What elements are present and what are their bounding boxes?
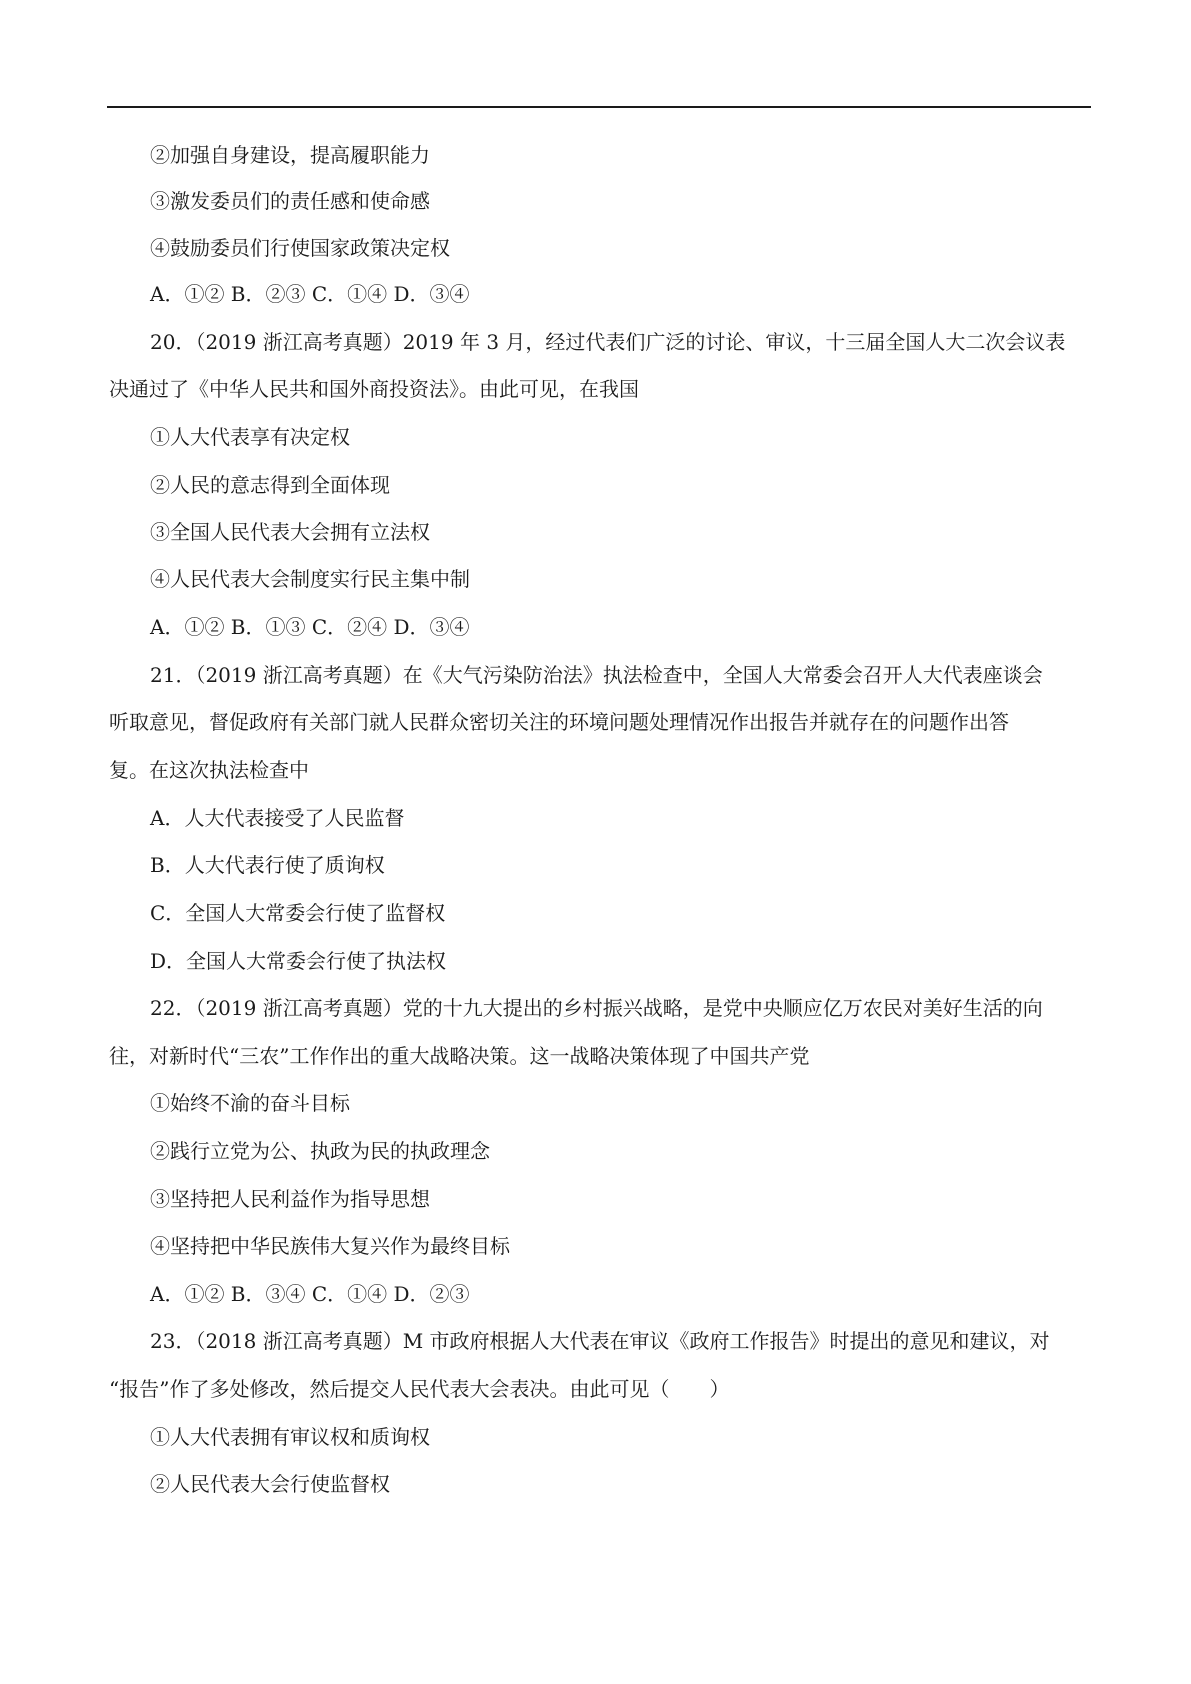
q20-stem-line-1: 20．（2019 浙江高考真题）2019 年 3 月，经过代表们广泛的讨论、审议，十三届全国人大二次会议表 <box>150 330 1066 354</box>
q22-option-2: ②践行立党为公、执政为民的执政理念 <box>150 1139 490 1163</box>
q22-choices: A．①② B．③④ C．①④ D．②③ <box>150 1282 470 1306</box>
q23-stem-line-2: “报告”作了多处修改，然后提交人民代表大会表决。由此可见（ ） <box>109 1377 730 1401</box>
q23-option-1: ①人大代表拥有审议权和质询权 <box>150 1425 430 1449</box>
q20-stem-line-2: 决通过了《中华人民共和国外商投资法》。由此可见，在我国 <box>109 377 639 401</box>
header-rule <box>107 106 1091 108</box>
q21-option-a: A．人大代表接受了人民监督 <box>150 806 405 830</box>
q22-option-1: ①始终不渝的奋斗目标 <box>150 1091 350 1115</box>
q21-option-d: D．全国人大常委会行使了执法权 <box>150 949 447 973</box>
q20-option-3: ③全国人民代表大会拥有立法权 <box>150 520 430 544</box>
q21-stem-line-2: 听取意见，督促政府有关部门就人民群众密切关注的环境问题处理情况作出报告并就存在的问题作出答 <box>109 710 1009 734</box>
q22-stem-line-1: 22．（2019 浙江高考真题）党的十九大提出的乡村振兴战略，是党中央顺应亿万农民对美好生活的向 <box>150 996 1043 1020</box>
q22-option-3: ③坚持把人民利益作为指导思想 <box>150 1187 430 1211</box>
q20-option-2: ②人民的意志得到全面体现 <box>150 473 390 497</box>
q20-option-1: ①人大代表享有决定权 <box>150 425 350 449</box>
q23-stem-line-1: 23．（2018 浙江高考真题）M 市政府根据人大代表在审议《政府工作报告》时提出的意见和建议，对 <box>150 1329 1050 1353</box>
q20-choices: A．①② B．①③ C．②④ D．③④ <box>150 615 470 639</box>
q19-option-4: ④鼓励委员们行使国家政策决定权 <box>150 236 450 260</box>
q20-option-4: ④人民代表大会制度实行民主集中制 <box>150 567 470 591</box>
q19-option-2: ②加强自身建设，提高履职能力 <box>150 143 430 167</box>
q21-stem-line-1: 21．（2019 浙江高考真题）在《大气污染防治法》执法检查中，全国人大常委会召开人大代表座谈会 <box>150 663 1043 687</box>
q21-stem-line-3: 复。在这次执法检查中 <box>109 758 309 782</box>
q21-option-b: B．人大代表行使了质询权 <box>150 853 385 877</box>
q21-option-c: C．全国人大常委会行使了监督权 <box>150 901 446 925</box>
q22-stem-line-2: 往，对新时代“三农”工作作出的重大战略决策。这一战略决策体现了中国共产党 <box>109 1044 810 1068</box>
q23-option-2: ②人民代表大会行使监督权 <box>150 1472 390 1496</box>
q19-option-3: ③激发委员们的责任感和使命感 <box>150 189 430 213</box>
q22-option-4: ④坚持把中华民族伟大复兴作为最终目标 <box>150 1234 510 1258</box>
q19-choices: A．①② B．②③ C．①④ D．③④ <box>150 282 470 306</box>
